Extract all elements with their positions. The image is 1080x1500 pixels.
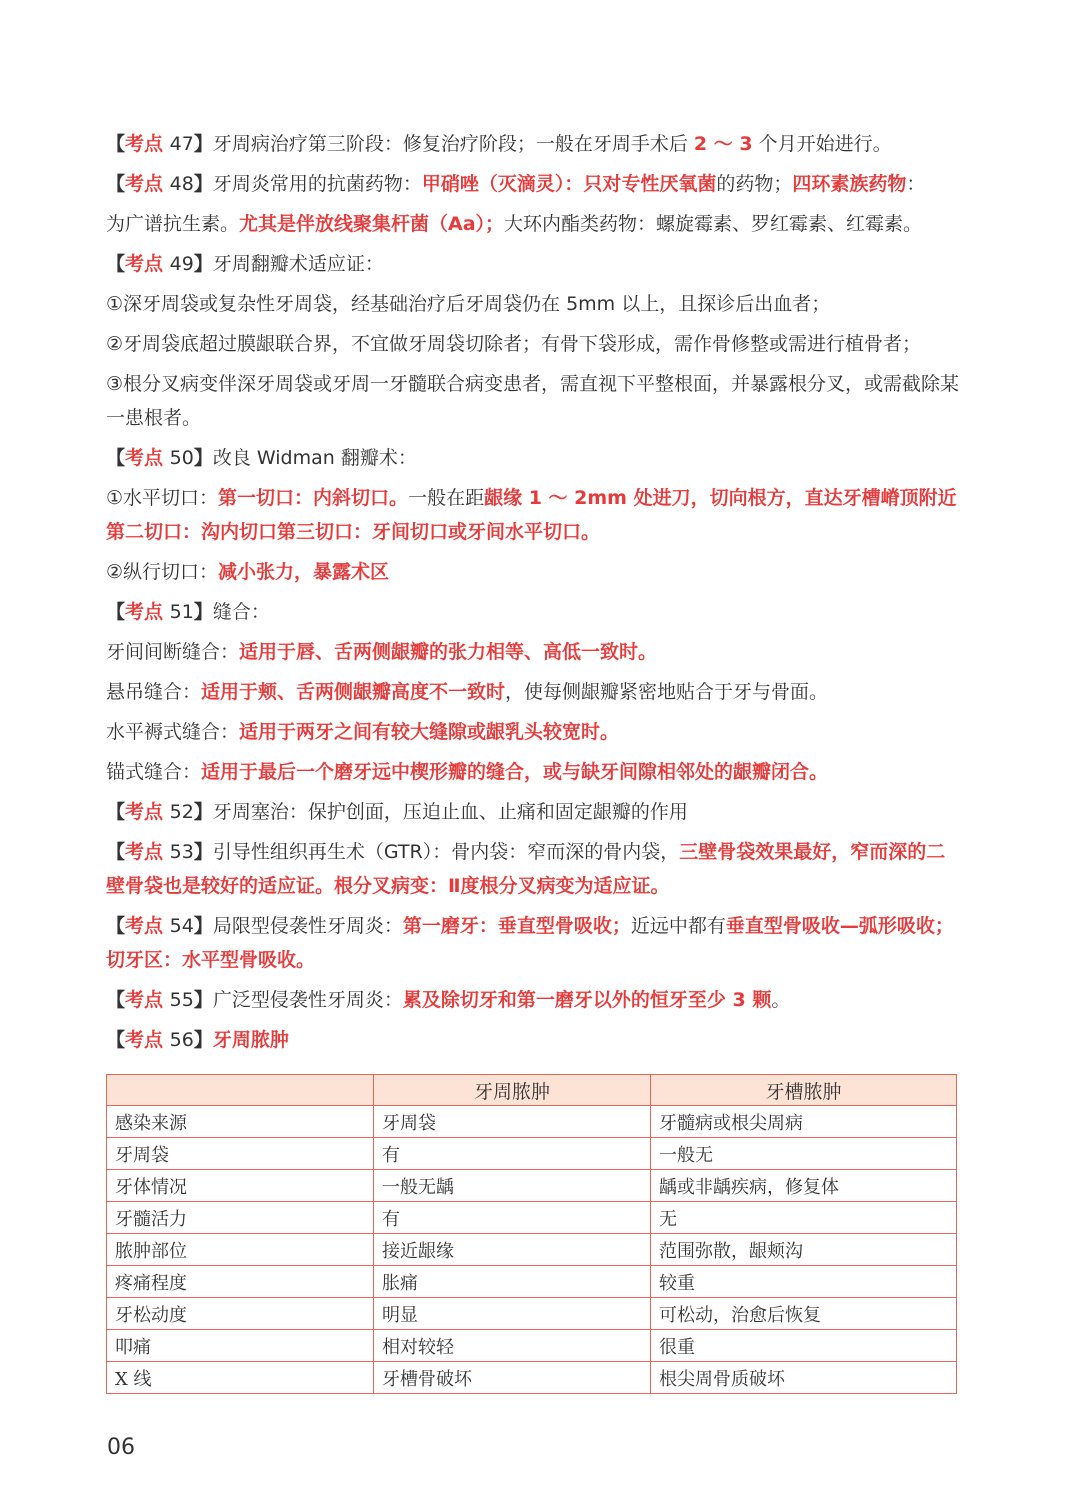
body-text: 改良 Widman 翻瓣术： (212, 447, 417, 469)
kaodian-label: 【考点 53】 (106, 841, 213, 863)
table-cell: 一般无 (651, 1138, 957, 1170)
kaodian-label: 【考点 49】 (106, 253, 213, 275)
body-text: 悬吊缝合： (106, 681, 202, 703)
highlight-text: 三壁骨袋效果最好，窄而深的二壁骨袋也是较好的适应证。根分叉病变：Ⅱ度根分叉病变为适应证。 (106, 841, 946, 897)
table-header-cell: 牙槽脓肿 (651, 1075, 957, 1106)
kaodian-label: 【考点 51】 (106, 601, 213, 623)
kaodian-word: 考点 (125, 841, 164, 863)
kaodian-number: 52 (169, 801, 194, 823)
table-header-cell: 牙周脓肿 (374, 1075, 651, 1106)
table-cell: 牙髓活力 (107, 1202, 374, 1234)
table-cell: 胀痛 (374, 1266, 651, 1298)
highlight-text: 垂直型骨吸收—弧形吸收；切牙区：水平型骨吸收。 (106, 915, 954, 971)
table-cell: 无 (651, 1202, 957, 1234)
body-text: 牙间间断缝合： (106, 641, 240, 663)
table-cell: 疼痛程度 (107, 1266, 374, 1298)
text-line (106, 481, 964, 549)
kaodian-word: 考点 (125, 1029, 164, 1051)
body-text: 的药物； (716, 173, 793, 195)
body-text: 大环内酯类药物：螺旋霉素、罗红霉素、红霉素。 (504, 213, 923, 235)
body-text: ，使每侧龈瓣紧密地贴合于牙与骨面。 (505, 681, 829, 703)
body-text: 锚式缝合： (106, 761, 202, 783)
highlight-text: 2 ～ 3 (693, 133, 753, 155)
kaodian-number: 50 (169, 447, 194, 469)
text-line (106, 715, 964, 749)
kaodian-label: 【考点 50】 (106, 447, 213, 469)
kaodian-label: 【考点 48】 (106, 173, 213, 195)
kaodian-line (106, 127, 964, 161)
body-text: ②纵行切口： (106, 561, 219, 583)
body-text: ①深牙周袋或复杂性牙周袋，经基础治疗后牙周袋仍在 5mm 以上，且探诊后出血者； (106, 293, 831, 315)
kaodian-word: 考点 (125, 173, 164, 195)
kaodian-word: 考点 (125, 253, 164, 275)
table-cell: 牙体情况 (107, 1170, 374, 1202)
table-cell: 根尖周骨质破坏 (651, 1362, 957, 1394)
highlight-text: 甲硝唑（灭滴灵）：只对专性厌氧菌 (421, 173, 717, 195)
table-row (107, 1202, 957, 1234)
body-text: 近远中都有 (630, 915, 726, 937)
highlight-text: 适用于最后一个磨牙远中楔形瓣的缝合，或与缺牙间隙相邻处的龈瓣闭合。 (201, 761, 829, 783)
table-cell: X 线 (107, 1362, 374, 1394)
body-text: ②牙周袋底超过膜龈联合界，不宜做牙周袋切除者；有骨下袋形成，需作骨修整或需进行植骨者； (106, 333, 922, 355)
table-cell: 明显 (374, 1298, 651, 1330)
kaodian-label: 【考点 56】 (106, 1029, 213, 1051)
body-text: 局限型侵袭性牙周炎： (212, 915, 403, 937)
body-text: 一般在距 (408, 487, 485, 509)
table-row (107, 1170, 957, 1202)
abscess-comparison-table (106, 1074, 957, 1394)
table-cell: 有 (374, 1202, 651, 1234)
body-text: 广泛型侵袭性牙周炎： (212, 989, 403, 1011)
body-text: ①水平切口： (106, 487, 219, 509)
kaodian-number: 48 (169, 173, 194, 195)
highlight-text: 第一磨牙：垂直型骨吸收； (402, 915, 631, 937)
kaodian-line (106, 441, 964, 475)
body-text: 。 (771, 989, 791, 1011)
body-text: 为广谱抗生素。 (106, 213, 240, 235)
kaodian-number: 56 (169, 1029, 194, 1051)
table-cell: 牙髓病或根尖周病 (651, 1106, 957, 1138)
table-cell: 范围弥散，龈颊沟 (651, 1234, 957, 1266)
highlight-text: 四环素族药物 (792, 173, 907, 195)
body-text: 牙周翻瓣术适应证： (212, 253, 384, 275)
table-cell: 可松动，治愈后恢复 (651, 1298, 957, 1330)
kaodian-line (106, 1023, 964, 1057)
table-cell: 牙槽骨破坏 (374, 1362, 651, 1394)
table-header-cell (107, 1075, 374, 1106)
kaodian-number: 47 (169, 133, 194, 155)
page-number: 06 (107, 1435, 135, 1460)
kaodian-word: 考点 (125, 801, 164, 823)
kaodian-line (106, 795, 964, 829)
kaodian-line (106, 595, 964, 629)
body-text: 缝合： (212, 601, 270, 623)
table-cell: 叩痛 (107, 1330, 374, 1362)
table-row (107, 1234, 957, 1266)
table-cell: 牙周袋 (374, 1106, 651, 1138)
kaodian-word: 考点 (125, 915, 164, 937)
highlight-text: 第一切口：内斜切口。 (218, 487, 409, 509)
table-row (107, 1106, 957, 1138)
table-header-row (107, 1075, 957, 1106)
table-row (107, 1138, 957, 1170)
text-line (106, 287, 964, 321)
table-cell: 接近龈缘 (374, 1234, 651, 1266)
table-cell: 感染来源 (107, 1106, 374, 1138)
text-line (106, 755, 964, 789)
kaodian-number: 51 (169, 601, 194, 623)
text-line (106, 555, 964, 589)
body-text: ③根分叉病变伴深牙周袋或牙周一牙髓联合病变患者，需直视下平整根面，并暴露根分叉，或需截除某一患根者。 (106, 373, 960, 429)
kaodian-label: 【考点 52】 (106, 801, 213, 823)
table-row (107, 1362, 957, 1394)
kaodian-number: 53 (169, 841, 194, 863)
table-cell: 有 (374, 1138, 651, 1170)
kaodian-line (106, 247, 964, 281)
kaodian-label: 【考点 47】 (106, 133, 213, 155)
body-text: 个月开始进行。 (752, 133, 892, 155)
highlight-text: 龈缘 1 ～ 2mm 处进刀，切向根方，直达牙槽嵴顶附近第二切口：沟内切口第三切口：牙间切口或牙间水平切口。 (106, 487, 957, 543)
table-row (107, 1298, 957, 1330)
table-cell: 较重 (651, 1266, 957, 1298)
kaodian-line (106, 909, 964, 977)
kaodian-number: 49 (169, 253, 194, 275)
content-area (106, 127, 964, 1063)
text-line (106, 207, 964, 241)
kaodian-label: 【考点 54】 (106, 915, 213, 937)
text-line (106, 367, 964, 435)
kaodian-label: 【考点 55】 (106, 989, 213, 1011)
highlight-text: 适用于颊、舌两侧龈瓣高度不一致时 (201, 681, 506, 703)
highlight-text: 尤其是伴放线聚集杆菌（Aa）； (239, 213, 505, 235)
body-text: 牙周病治疗第三阶段：修复治疗阶段；一般在牙周手术后 (212, 133, 694, 155)
kaodian-number: 55 (169, 989, 194, 1011)
text-line (106, 635, 964, 669)
text-line (106, 327, 964, 361)
highlight-text: 减小张力，暴露术区 (218, 561, 390, 583)
table-cell: 相对较轻 (374, 1330, 651, 1362)
table-row (107, 1330, 957, 1362)
body-text: 引导性组织再生术（GTR）：骨内袋：窄而深的骨内袋， (212, 841, 680, 863)
kaodian-line (106, 167, 964, 201)
highlight-text: 适用于两牙之间有较大缝隙或龈乳头较宽时。 (239, 721, 620, 743)
kaodian-word: 考点 (125, 133, 164, 155)
table-cell: 龋或非龋疾病，修复体 (651, 1170, 957, 1202)
body-text: ： (906, 173, 926, 195)
table-cell: 脓肿部位 (107, 1234, 374, 1266)
body-text: 牙周炎常用的抗菌药物： (212, 173, 422, 195)
table-cell: 一般无龋 (374, 1170, 651, 1202)
highlight-text: 累及除切牙和第一磨牙以外的恒牙至少 3 颗 (402, 989, 772, 1011)
body-text: 牙周塞治：保护创面，压迫止血、止痛和固定龈瓣的作用 (212, 801, 688, 823)
kaodian-line (106, 835, 964, 903)
table-cell: 很重 (651, 1330, 957, 1362)
kaodian-number: 54 (169, 915, 194, 937)
table-cell: 牙松动度 (107, 1298, 374, 1330)
text-line (106, 675, 964, 709)
table-cell: 牙周袋 (107, 1138, 374, 1170)
kaodian-word: 考点 (125, 447, 164, 469)
kaodian-line (106, 983, 964, 1017)
kaodian-word: 考点 (125, 601, 164, 623)
table-row (107, 1266, 957, 1298)
highlight-text: 适用于唇、舌两侧龈瓣的张力相等、高低一致时。 (239, 641, 658, 663)
kaodian-word: 考点 (125, 989, 164, 1011)
highlight-text: 牙周脓肿 (212, 1029, 289, 1051)
body-text: 水平褥式缝合： (106, 721, 240, 743)
